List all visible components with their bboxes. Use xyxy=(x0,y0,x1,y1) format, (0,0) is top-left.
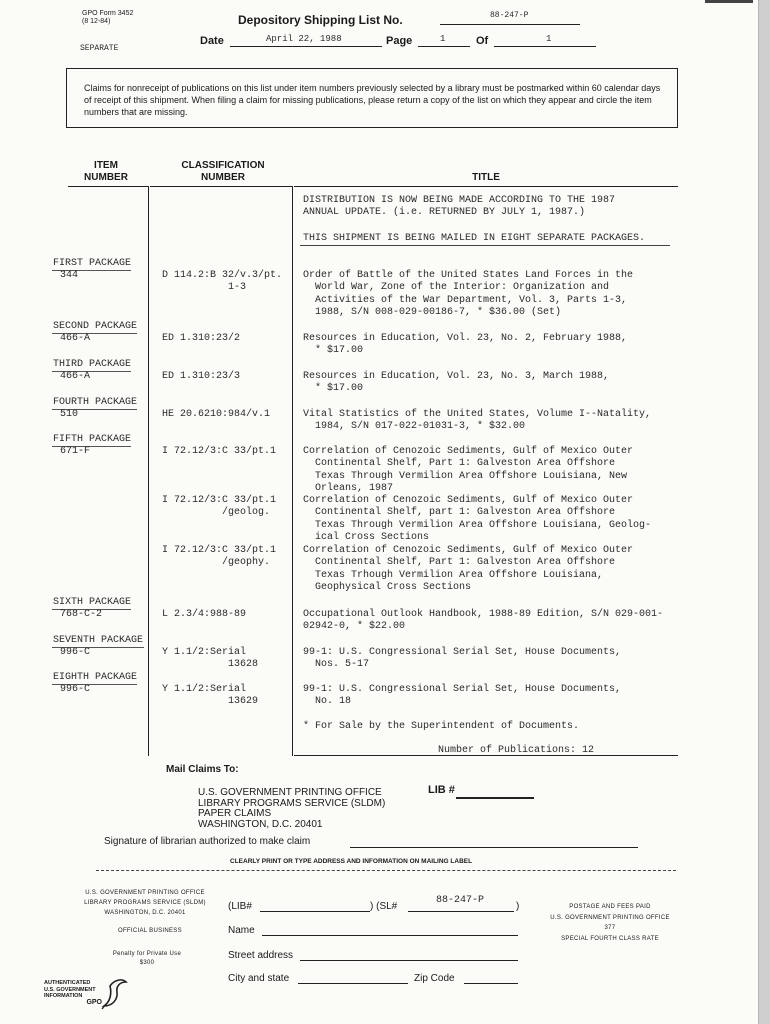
item-number: 996-C xyxy=(60,647,91,658)
penalty-line: $300 xyxy=(139,960,155,966)
item-header-line2: NUMBER xyxy=(84,172,128,183)
classification-number xyxy=(162,270,282,295)
class-col-divider xyxy=(292,186,293,756)
shipment-note-underline xyxy=(300,245,670,246)
title-line: Continental Shelf, Part 1: Galveston Area Offshore xyxy=(303,557,616,569)
staple-mark xyxy=(705,0,753,3)
sl-field[interactable] xyxy=(408,911,514,912)
classification-number xyxy=(162,333,240,345)
city-field[interactable] xyxy=(298,983,408,984)
claims-notice-text: Claims for nonreceipt of publications on this list under item numbers previously selected by a library must be postmarked within 60 calendar days of receipt of this shipment. When filing a claim for missing publications, please return a copy of the list on which they appear and circle the item numbers that are missing. xyxy=(84,83,661,117)
classification-number xyxy=(162,684,258,709)
distribution-note-line: DISTRIBUTION IS NOW BEING MADE ACCORDING TO THE 1987 xyxy=(303,195,616,206)
city-label: City and state xyxy=(228,973,290,984)
lib-number-field[interactable] xyxy=(456,797,534,799)
classification-line: I 72.12/3:C 33/pt.1 xyxy=(162,495,277,506)
title-line: Correlation of Cenozoic Sediments, Gulf of Mexico Outer xyxy=(303,545,634,556)
classification-number-header xyxy=(170,160,276,184)
title-line: Resources in Education, Vol. 23, No. 2, February 1988, xyxy=(303,333,628,344)
publication-title xyxy=(303,409,651,434)
of-label: Of xyxy=(476,35,489,47)
item-number: 768-C-2 xyxy=(60,609,103,620)
lib-field[interactable] xyxy=(260,911,370,912)
title-line: Continental Shelf, Part 1: Galveston Area Offshore xyxy=(303,458,616,470)
postage-line: 377 xyxy=(604,925,616,931)
package-label: EIGHTH PACKAGE xyxy=(53,672,138,683)
list-number: 88-247-P xyxy=(490,11,529,20)
mailing-label-heading: CLEARLY PRINT OR TYPE ADDRESS AND INFORMATION ON MAILING LABEL xyxy=(230,858,473,865)
title-line: Texas Through Vermilion Area Offshore Louisiana, New xyxy=(303,470,628,482)
classification-line: /geophy. xyxy=(162,557,271,569)
publication-title xyxy=(303,647,621,672)
class-header-line2: NUMBER xyxy=(201,172,245,183)
date-label: Date xyxy=(200,35,224,47)
lib-field-label: (LIB# xyxy=(228,901,252,912)
item-number: 466-A xyxy=(60,333,91,344)
item-number: 466-A xyxy=(60,371,91,382)
postage-line: U.S. GOVERNMENT PRINTING OFFICE xyxy=(550,914,670,921)
penalty-notice xyxy=(112,950,182,968)
return-line: LIBRARY PROGRAMS SERVICE (SLDM) xyxy=(84,900,206,906)
title-line: ical Cross Sections xyxy=(303,532,430,544)
publication-title xyxy=(303,270,633,320)
postage-line: POSTAGE AND FEES PAID xyxy=(569,904,651,910)
item-number-header xyxy=(70,160,142,184)
title-line: 99-1: U.S. Congressional Serial Set, House Documents, xyxy=(303,684,622,695)
name-label: Name xyxy=(228,925,255,936)
publication-title xyxy=(303,371,609,396)
street-field[interactable] xyxy=(300,960,518,961)
page-edge xyxy=(758,0,770,1024)
title-line: World War, Zone of the Interior: Organization and xyxy=(303,282,610,294)
title-line: Geophysical Cross Sections xyxy=(303,582,472,594)
title-line: Orleans, 1987 xyxy=(303,483,394,495)
sales-footnote: * For Sale by the Superintendent of Documents. xyxy=(303,721,580,732)
title-line: 02942-0, * $22.00 xyxy=(303,621,406,633)
classification-line: ED 1.310:23/2 xyxy=(162,333,241,344)
mail-claims-address xyxy=(198,788,385,830)
street-label: Street address xyxy=(228,950,294,961)
distribution-note-line: ANNUAL UPDATE. (i.e. RETURNED BY JULY 1, 1987.) xyxy=(303,207,586,219)
penalty-line: Penalty for Private Use xyxy=(112,951,182,957)
title-line: 1988, S/N 008-029-00186-7, * $36.00 (Set) xyxy=(303,307,562,319)
cut-line xyxy=(96,870,676,871)
logo-line: U.S. GOVERNMENT xyxy=(44,986,96,993)
page-value: 1 xyxy=(440,34,446,44)
title-line: * $17.00 xyxy=(303,383,364,395)
form-number xyxy=(82,10,133,26)
title-line: 99-1: U.S. Congressional Serial Set, House Documents, xyxy=(303,647,622,658)
title-header: TITLE xyxy=(472,172,500,183)
gpo-logo xyxy=(44,980,102,1006)
package-label: FOURTH PACKAGE xyxy=(53,397,138,408)
title-line: Continental Shelf, part 1: Galveston Area Offshore xyxy=(303,507,616,519)
item-col-divider xyxy=(148,186,149,756)
classification-number xyxy=(162,371,240,383)
title-line: 1984, S/N 017-022-01031-3, * $32.00 xyxy=(303,421,526,433)
publication-title xyxy=(303,609,663,634)
logo-gpo: GPO xyxy=(86,998,102,1006)
title-line: Texas Trhough Vermilion Area Offshore Louisiana, xyxy=(303,569,604,581)
item-col-rule xyxy=(68,186,148,187)
title-line: Correlation of Cenozoic Sediments, Gulf of Mexico Outer xyxy=(303,446,634,457)
return-line: WASHINGTON, D.C. 20401 xyxy=(104,910,186,916)
classification-line: I 72.12/3:C 33/pt.1 xyxy=(162,446,277,457)
postage-indicia xyxy=(540,902,680,944)
official-business: OFFICIAL BUSINESS xyxy=(118,928,182,934)
item-header-line1: ITEM xyxy=(94,160,118,171)
item-number: 344 xyxy=(60,270,79,281)
title-col-rule xyxy=(294,186,678,187)
postage-line: SPECIAL FOURTH CLASS RATE xyxy=(561,935,659,942)
classification-line: 13628 xyxy=(162,659,259,671)
item-number: 671-F xyxy=(60,446,91,457)
return-address xyxy=(80,888,210,918)
package-label: SEVENTH PACKAGE xyxy=(53,635,144,646)
title-line: No. 18 xyxy=(303,696,352,708)
item-number: 996-C xyxy=(60,684,91,695)
of-value: 1 xyxy=(546,34,552,44)
publication-title xyxy=(303,495,651,545)
classification-number xyxy=(162,409,270,421)
address-line: WASHINGTON, D.C. 20401 xyxy=(198,818,323,830)
table-bottom-rule xyxy=(294,755,678,756)
sl-value: 88-247-P xyxy=(436,895,485,906)
classification-number xyxy=(162,545,276,570)
logo-line: AUTHENTICATED xyxy=(44,980,91,986)
title-line: Activities of the War Department, Vol. 3, Parts 1-3, xyxy=(303,294,628,306)
classification-number xyxy=(162,495,276,520)
zip-label: Zip Code xyxy=(414,973,455,984)
eagle-logo-icon xyxy=(100,976,128,1010)
classification-line: HE 20.6210:984/v.1 xyxy=(162,409,271,420)
separate-mark: SEPARATE xyxy=(80,44,119,53)
publication-count: Number of Publications: 12 xyxy=(438,745,595,756)
classification-line: ED 1.310:23/3 xyxy=(162,371,241,382)
package-label: SIXTH PACKAGE xyxy=(53,597,132,608)
page-label: Page xyxy=(386,35,413,47)
classification-line: Y 1.1/2:Serial xyxy=(162,684,247,695)
item-number: 510 xyxy=(60,409,79,420)
logo-line: INFORMATION xyxy=(44,993,83,999)
list-title: Depository Shipping List No. xyxy=(238,13,403,27)
shipment-note: THIS SHIPMENT IS BEING MAILED IN EIGHT SEPARATE PACKAGES. xyxy=(303,233,646,244)
package-label: FIFTH PACKAGE xyxy=(53,434,132,445)
classification-line: 13629 xyxy=(162,696,259,708)
sl-field-label: ) (SL# xyxy=(370,901,398,912)
title-line: Correlation of Cenozoic Sediments, Gulf of Mexico Outer xyxy=(303,495,634,506)
class-col-rule xyxy=(150,186,292,187)
classification-line: 1-3 xyxy=(162,282,247,294)
publication-title xyxy=(303,446,633,496)
title-line: Nos. 5-17 xyxy=(303,659,370,671)
classification-line: /geolog. xyxy=(162,507,271,519)
distribution-note xyxy=(303,195,615,220)
title-line: * $17.00 xyxy=(303,345,364,357)
name-field[interactable] xyxy=(262,935,518,936)
title-line: Occupational Outlook Handbook, 1988-89 Edition, S/N 029-001- xyxy=(303,609,664,620)
package-label: SECOND PACKAGE xyxy=(53,321,138,332)
title-line: Order of Battle of the United States Land Forces in the xyxy=(303,270,634,281)
zip-field[interactable] xyxy=(464,983,518,984)
classification-number xyxy=(162,446,276,458)
classification-line: Y 1.1/2:Serial xyxy=(162,647,247,658)
form-number-line: GPO Form 3452 xyxy=(82,10,134,17)
package-label: THIRD PACKAGE xyxy=(53,359,132,370)
form-revision-line: (8 12-84) xyxy=(82,18,111,25)
publication-title xyxy=(303,545,633,595)
package-label: FIRST PACKAGE xyxy=(53,258,132,269)
classification-line: D 114.2:B 32/v.3/pt. xyxy=(162,270,283,281)
address-line: U.S. GOVERNMENT PRINTING OFFICE xyxy=(198,787,382,798)
classification-line: I 72.12/3:C 33/pt.1 xyxy=(162,545,277,556)
address-line: PAPER CLAIMS xyxy=(198,808,272,819)
title-line: Vital Statistics of the United States, Volume I--Natality, xyxy=(303,409,652,420)
title-line: Texas Through Vermilion Area Offshore Louisiana, Geolog- xyxy=(303,519,652,531)
date-value: April 22, 1988 xyxy=(266,34,342,44)
class-header-line1: CLASSIFICATION xyxy=(181,160,265,171)
title-line: Resources in Education, Vol. 23, No. 3, March 1988, xyxy=(303,371,610,382)
classification-number xyxy=(162,609,246,621)
address-line: LIBRARY PROGRAMS SERVICE (SLDM) xyxy=(198,797,386,809)
return-line: U.S. GOVERNMENT PRINTING OFFICE xyxy=(85,890,205,896)
publication-title xyxy=(303,684,621,709)
classification-line: L 2.3/4:988-89 xyxy=(162,609,247,620)
signature-label: Signature of librarian authorized to make claim xyxy=(104,836,311,847)
mail-claims-label: Mail Claims To: xyxy=(166,764,239,775)
signature-line[interactable] xyxy=(350,847,638,848)
lib-number-label: LIB # xyxy=(428,784,455,796)
classification-number xyxy=(162,647,258,672)
publication-title xyxy=(303,333,627,358)
sl-close: ) xyxy=(516,901,520,912)
